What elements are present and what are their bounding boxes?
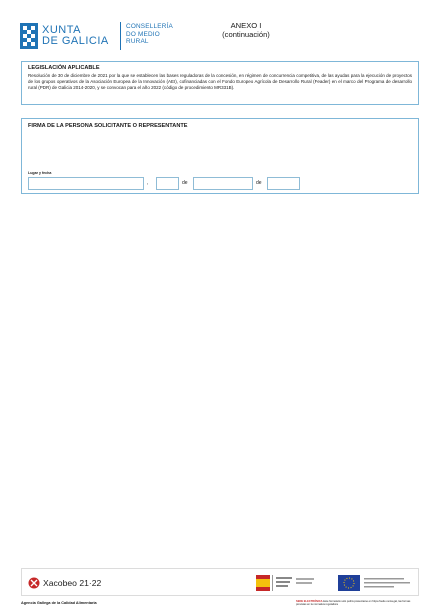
place-date-label: Lugar y fecha	[28, 171, 52, 175]
document-header	[20, 20, 420, 54]
comma-separator: ,	[147, 180, 149, 186]
annex-title	[196, 21, 296, 39]
annex-line-1: ANEXO I	[230, 21, 262, 30]
dept-line-2: DO MEDIO	[126, 30, 160, 38]
de-separator-1: de	[182, 180, 188, 186]
year-input[interactable]	[267, 177, 300, 190]
dept-line-3: RURAL	[126, 38, 149, 46]
spain-government-logo-icon	[256, 575, 316, 591]
xunta-logo-text	[42, 25, 109, 47]
logo-line-1: XUNTA	[42, 24, 81, 36]
legislation-text: Resolución de 30 de diciembre de 2021 por la que se establecen las bases reguladoras de la concesión, en régimen de concurrencia competitiva, de las ayudas para la ejecución de proyectos de los grupos operativos de la Asociación Europea de la Innovación (AEI), cofinanciadas con el Fondo Europeo Agrícola de Desarrollo Rural (Feader) en el marco del Programa de desarrollo rural (PDR) de Galicia 2014-2020, y se convocan para el año 2022 (código de procedimiento MR331B).	[28, 73, 412, 90]
place-input[interactable]	[28, 177, 144, 190]
dept-line-1: CONSELLERÍA	[126, 23, 173, 30]
footer-logos	[21, 568, 419, 596]
month-input[interactable]	[193, 177, 253, 190]
xacobeo-logo-text: Xacobeo 21·22	[43, 578, 102, 588]
electronic-office-text: Este formulario solo podrá presentarse en https://sede.xunta.gal, las formas previstas en la normativa reguladora	[296, 600, 411, 607]
xunta-cross-icon	[20, 23, 38, 49]
logo-line-2: DE GALICIA	[42, 35, 109, 47]
electronic-office-note	[296, 600, 419, 606]
signature-box	[21, 118, 419, 194]
legislation-box	[21, 61, 419, 105]
electronic-office-label: SEDE ELECTRÓNICA	[296, 600, 323, 603]
eu-flag-icon	[338, 575, 414, 591]
xacobeo-icon	[28, 577, 40, 589]
de-separator-2: de	[256, 180, 262, 186]
department-name	[126, 23, 173, 46]
agency-name: Agencia Gallega de la Calidad Alimentaria	[21, 601, 97, 605]
logo-divider	[120, 22, 121, 50]
day-input[interactable]	[156, 177, 179, 190]
annex-line-2: (continuación)	[222, 30, 270, 39]
signature-title: FIRMA DE LA PERSONA SOLICITANTE O REPRESENTANTE	[28, 123, 188, 129]
legislation-title: LEGISLACIÓN APLICABLE	[28, 65, 100, 71]
